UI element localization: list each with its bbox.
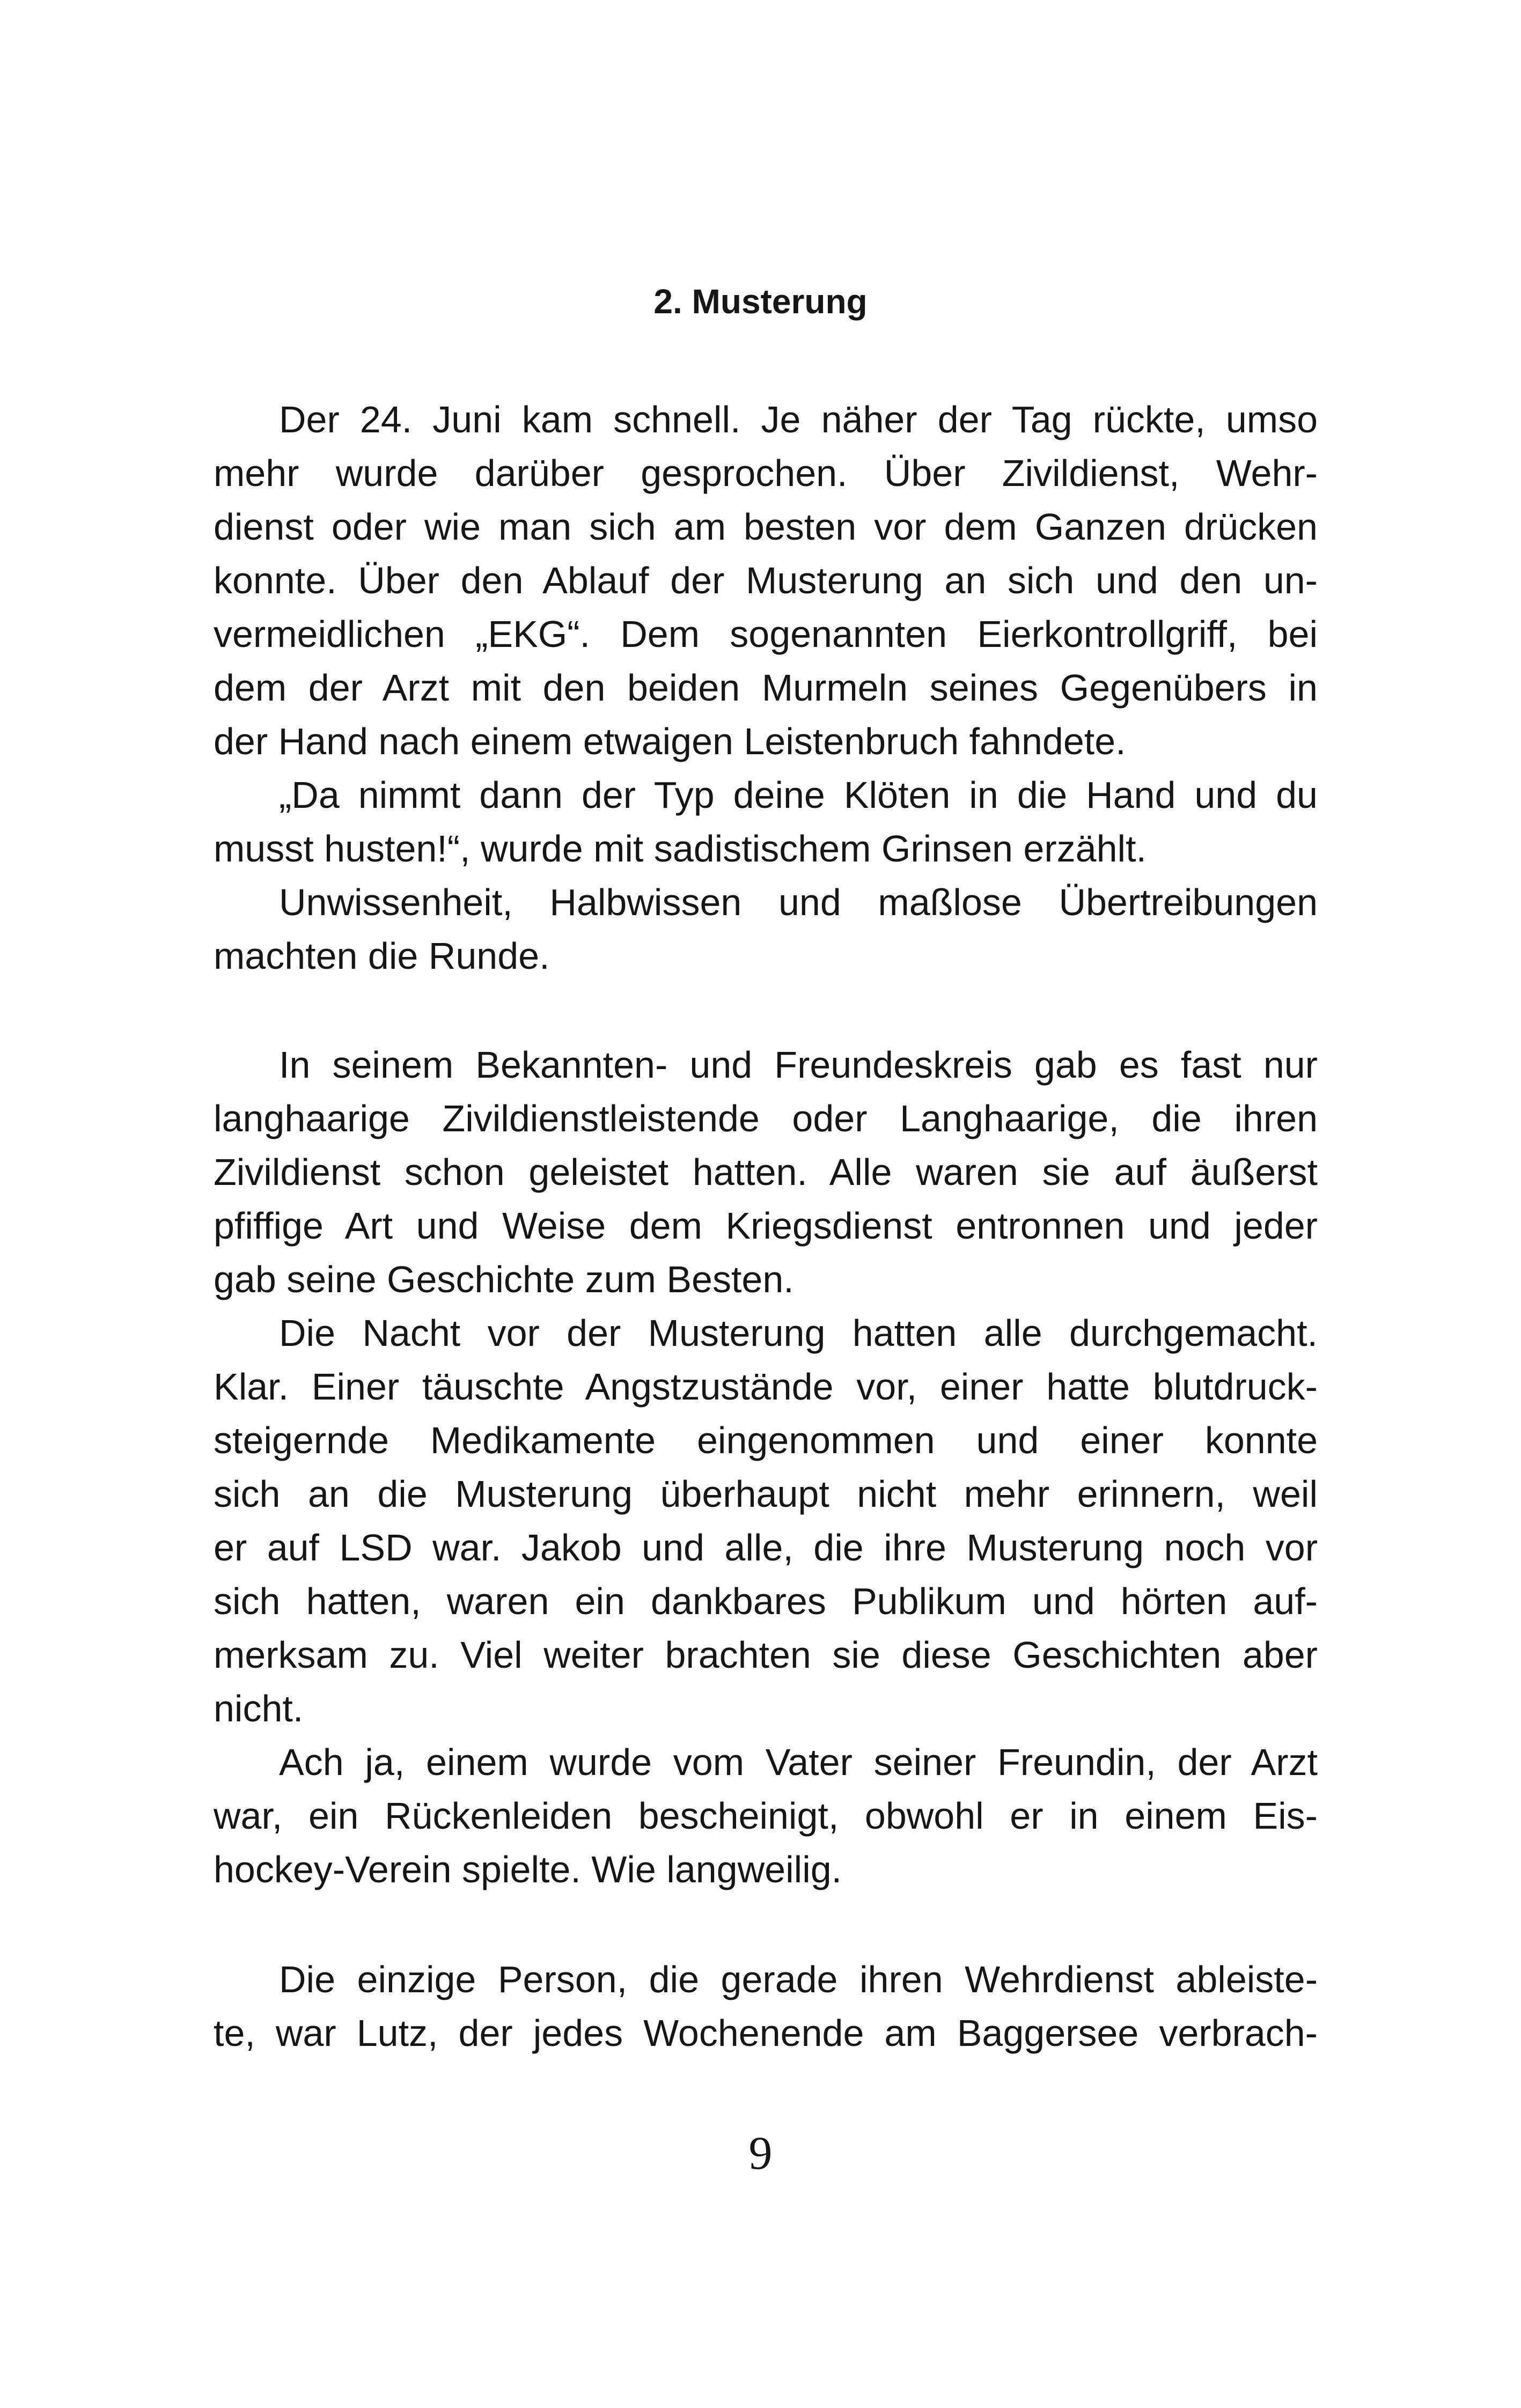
- text-line: Die Nacht vor der Musterung hatten alle durchgemacht.: [279, 1312, 1318, 1354]
- text-line: musst husten!“, wurde mit sadistischem Grinsen erzählt.: [214, 828, 1147, 870]
- page-number: 9: [748, 2127, 773, 2179]
- chapter-title: 2. Musterung: [653, 282, 868, 321]
- text-line: Unwissenheit, Halbwissen und maßlose Übertreibungen: [279, 881, 1318, 923]
- text-line: mehr wurde darüber gesprochen. Über Zivildienst, Wehr-: [214, 452, 1318, 494]
- text-line: der Hand nach einem etwaigen Leistenbruch fahndete.: [214, 720, 1126, 762]
- text-line: te, war Lutz, der jedes Wochenende am Baggersee verbrach-: [214, 2012, 1318, 2054]
- text-line: Die einzige Person, die gerade ihren Wehrdienst ableiste-: [279, 1958, 1318, 2000]
- text-line: konnte. Über den Ablauf der Musterung an sich und den un-: [214, 559, 1318, 601]
- text-line: merksam zu. Viel weiter brachten sie diese Geschichten aber: [214, 1634, 1318, 1676]
- text-line: war, ein Rückenleiden bescheinigt, obwohl er in einem Eis-: [214, 1795, 1318, 1837]
- text-line: nicht.: [214, 1688, 304, 1729]
- text-line: Zivildienst schon geleistet hatten. Alle waren sie auf äußerst: [214, 1151, 1318, 1193]
- text-line: er auf LSD war. Jakob und alle, die ihre Musterung noch vor: [214, 1527, 1318, 1568]
- text-line: In seinem Bekannten- und Freundeskreis gab es fast nur: [279, 1044, 1318, 1086]
- text-line: Ach ja, einem wurde vom Vater seiner Freundin, der Arzt: [279, 1741, 1318, 1783]
- text-line: steigernde Medikamente eingenommen und einer konnte: [214, 1419, 1318, 1461]
- text-line: pfiffige Art und Weise dem Kriegsdienst entronnen und jeder: [214, 1205, 1318, 1247]
- text-line: hockey-Verein spielte. Wie langweilig.: [214, 1849, 842, 1890]
- text-line: gab seine Geschichte zum Besten.: [214, 1258, 794, 1300]
- text-line: Der 24. Juni kam schnell. Je näher der Tag rückte, umso: [279, 399, 1318, 440]
- text-line: vermeidlichen „EKG“. Dem sogenannten Eierkontrollgriff, bei: [214, 613, 1318, 655]
- text-line: „Da nimmt dann der Typ deine Klöten in die Hand und du: [279, 774, 1318, 816]
- text-line: dienst oder wie man sich am besten vor dem Ganzen drücken: [214, 506, 1318, 548]
- text-line: machten die Runde.: [214, 935, 550, 977]
- text-line: sich hatten, waren ein dankbares Publikum und hörten auf-: [214, 1580, 1318, 1622]
- text-line: dem der Arzt mit den beiden Murmeln seines Gegenübers in: [214, 667, 1318, 709]
- text-line: langhaarige Zivildienstleistende oder Langhaarige, die ihren: [214, 1098, 1318, 1139]
- text-line: sich an die Musterung überhaupt nicht mehr erinnern, weil: [214, 1473, 1318, 1515]
- text-line: Klar. Einer täuschte Angstzustände vor, einer hatte blutdruck-: [214, 1366, 1318, 1408]
